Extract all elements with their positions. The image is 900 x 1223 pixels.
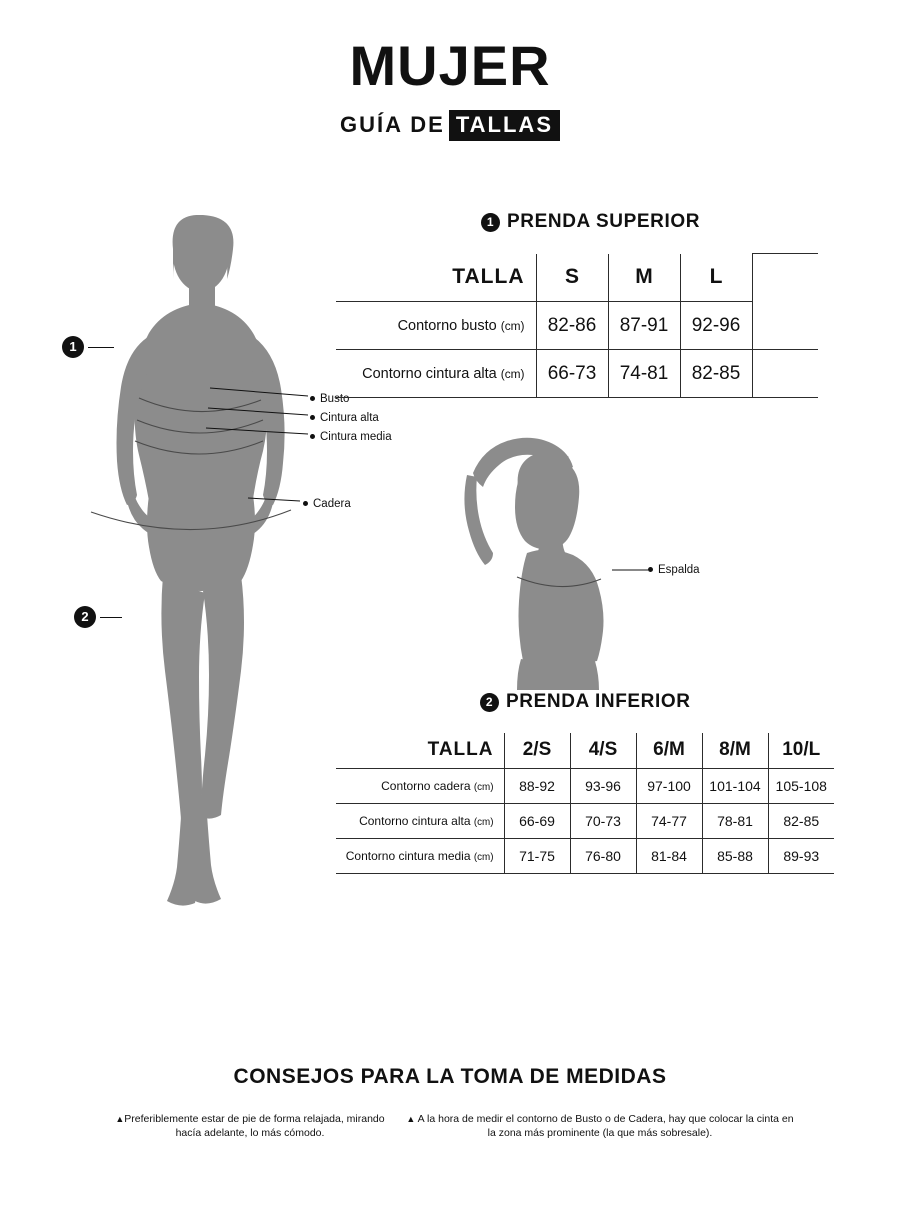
- cell-cadera-10l: 105-108: [768, 768, 834, 803]
- callout-dot-icon: [310, 434, 315, 439]
- header-talla: TALLA: [336, 254, 536, 302]
- table-row: [336, 838, 834, 873]
- row-label-unit: (cm): [500, 366, 525, 381]
- row-label-text: Contorno cintura media: [345, 848, 471, 863]
- cell-cintura-alta-s: 66-73: [536, 350, 608, 398]
- page-header: [0, 34, 900, 141]
- header-talla: TALLA: [336, 733, 504, 768]
- table-header-row: [336, 254, 818, 302]
- callout-espalda-label: Espalda: [658, 564, 700, 576]
- tip-item-2-text: A la hora de medir el contorno de Busto o de Cadera, hay que colocar la cinta en la zona más prominente (la que más sobresale).: [417, 1113, 794, 1140]
- row-label-contorno-cadera: [336, 768, 504, 803]
- row-label-contorno-cintura-alta: [336, 350, 536, 398]
- section-number-1: 1: [481, 213, 500, 232]
- marker-1-leader: [88, 347, 114, 348]
- callout-espalda: [648, 564, 700, 576]
- row-label-text: Contorno busto: [397, 317, 497, 334]
- cell-busto-s: 82-86: [536, 302, 608, 350]
- section-heading-superior-label: PRENDA SUPERIOR: [507, 211, 701, 232]
- cell-cintura-alta-10l: 82-85: [768, 803, 834, 838]
- row-label-contorno-busto: [336, 302, 536, 350]
- cell-spacer: [752, 350, 818, 398]
- header-size-6m: 6/M: [636, 733, 702, 768]
- marker-1: 1: [62, 336, 84, 358]
- table-header-row: [336, 733, 834, 768]
- section-number-2: 2: [480, 693, 499, 712]
- tip-item-1-text: Preferiblemente estar de pie de forma relajada, mirando hacía adelante, lo más cómodo.: [124, 1113, 385, 1140]
- callout-cintura-alta: [310, 412, 379, 424]
- tip-item-2: [405, 1112, 795, 1140]
- tips-title: CONSEJOS PARA LA TOMA DE MEDIDAS: [233, 1065, 667, 1088]
- section-heading-inferior: [480, 691, 691, 713]
- header-size-2s: 2/S: [504, 733, 570, 768]
- callout-busto-label: Busto: [320, 393, 350, 405]
- cell-busto-m: 87-91: [608, 302, 680, 350]
- cell-cintura-alta-8m: 78-81: [702, 803, 768, 838]
- row-label-contorno-cintura-media: [336, 838, 504, 873]
- cell-cadera-4s: 93-96: [570, 768, 636, 803]
- section-heading-superior: [481, 211, 700, 233]
- header-size-10l: 10/L: [768, 733, 834, 768]
- female-figure-side-illustration: [455, 435, 635, 690]
- marker-2-leader: [100, 617, 122, 618]
- marker-2: 2: [74, 606, 96, 628]
- cell-cintura-media-2s: 71-75: [504, 838, 570, 873]
- page-subtitle: [0, 110, 900, 141]
- subtitle-highlight: TALLAS: [449, 110, 560, 141]
- cell-cintura-alta-l: 82-85: [680, 350, 752, 398]
- row-label-unit: (cm): [473, 816, 494, 828]
- table-row: [336, 803, 834, 838]
- cell-cintura-media-6m: 81-84: [636, 838, 702, 873]
- row-label-unit: (cm): [500, 318, 525, 333]
- table-row: [336, 302, 818, 350]
- section-heading-inferior-label: PRENDA INFERIOR: [506, 691, 691, 712]
- header-size-m: M: [608, 254, 680, 302]
- callout-cintura-media-label: Cintura media: [320, 431, 392, 443]
- callout-dot-icon: [310, 415, 315, 420]
- cell-cintura-media-8m: 85-88: [702, 838, 768, 873]
- row-label-text: Contorno cintura alta: [362, 365, 497, 382]
- cell-cintura-media-4s: 76-80: [570, 838, 636, 873]
- subtitle-plain: GUÍA DE: [340, 112, 445, 137]
- tip-item-1: [110, 1112, 390, 1140]
- cell-spacer: [752, 302, 818, 350]
- table-row: [336, 350, 818, 398]
- callout-cadera: [303, 498, 351, 510]
- table-row: [336, 768, 834, 803]
- cell-cintura-media-10l: 89-93: [768, 838, 834, 873]
- cell-cadera-8m: 101-104: [702, 768, 768, 803]
- row-label-unit: (cm): [473, 851, 494, 863]
- header-size-s: S: [536, 254, 608, 302]
- size-table-inferior: [336, 733, 834, 874]
- page-title: MUJER: [349, 34, 551, 97]
- callout-dot-icon: [303, 501, 308, 506]
- triangle-bullet-icon: ▲: [406, 1114, 416, 1124]
- cell-cintura-alta-6m: 74-77: [636, 803, 702, 838]
- callout-dot-icon: [310, 396, 315, 401]
- callout-cintura-media: [310, 431, 392, 443]
- cell-cintura-alta-4s: 70-73: [570, 803, 636, 838]
- row-label-contorno-cintura-alta: [336, 803, 504, 838]
- cell-busto-l: 92-96: [680, 302, 752, 350]
- row-label-unit: (cm): [473, 781, 494, 793]
- header-size-l: L: [680, 254, 752, 302]
- callout-dot-icon: [648, 567, 653, 572]
- size-table-superior: [336, 253, 818, 398]
- row-label-text: Contorno cintura alta: [359, 813, 471, 828]
- row-label-text: Contorno cadera: [381, 778, 471, 793]
- female-figure-front-illustration: [55, 215, 325, 915]
- header-spacer: [752, 254, 818, 302]
- callout-cintura-alta-label: Cintura alta: [320, 412, 379, 424]
- cell-cadera-6m: 97-100: [636, 768, 702, 803]
- header-size-4s: 4/S: [570, 733, 636, 768]
- cell-cadera-2s: 88-92: [504, 768, 570, 803]
- cell-cintura-alta-m: 74-81: [608, 350, 680, 398]
- callout-cadera-label: Cadera: [313, 498, 351, 510]
- header-size-8m: 8/M: [702, 733, 768, 768]
- triangle-bullet-icon: ▲: [115, 1114, 125, 1124]
- cell-cintura-alta-2s: 66-69: [504, 803, 570, 838]
